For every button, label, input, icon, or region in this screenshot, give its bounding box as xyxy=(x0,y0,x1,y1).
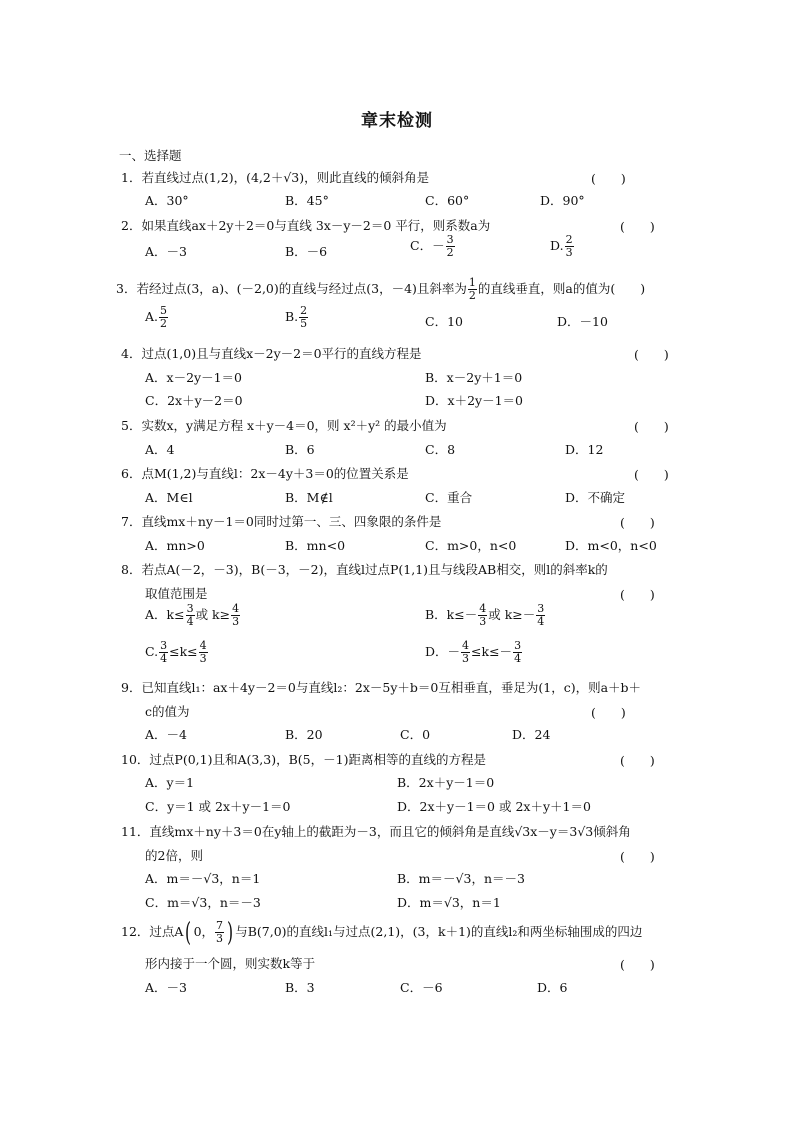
q3-option-a: A. $\frac{5}{2}$ xyxy=(145,304,168,330)
question-2-stem: 2．如果直线ax＋2y＋2＝0与直线 3x－y－2＝0 平行，则系数a为 xyxy=(121,218,491,233)
q1-option-b: B．45° xyxy=(285,193,329,208)
q10-option-b: B．2x＋y－1＝0 xyxy=(397,775,495,790)
question-3-stem: 3．若经过点(3，a)、(－2,0)的直线与经过点(3，－4)且斜率为 $\frac{1}{2}$ 的直线垂直，则a的值为( ) xyxy=(116,276,646,302)
answer-paren-6: ( ) xyxy=(634,467,669,482)
q1-option-d: D．90° xyxy=(540,193,585,208)
answer-paren-5: ( ) xyxy=(634,419,669,434)
q12-option-c: C．－6 xyxy=(400,980,443,995)
q2-option-b: B．－6 xyxy=(285,244,328,259)
q5-option-b: B．6 xyxy=(285,442,315,457)
question-7-stem: 7．直线mx＋ny－1＝0同时过第一、三、四象限的条件是 xyxy=(121,514,442,529)
question-6-stem: 6．点M(1,2)与直线l：2x－4y＋3＝0的位置关系是 xyxy=(121,466,409,481)
q7-option-d: D．m<0，n<0 xyxy=(565,538,657,553)
q6-option-b: B．M∉l xyxy=(285,490,333,505)
q3-option-c: C．10 xyxy=(425,314,463,329)
question-8-stem-cont: 取值范围是 xyxy=(145,586,208,601)
section-heading: 一、选择题 xyxy=(119,148,182,163)
q10-option-c: C．y＝1 或 2x＋y－1＝0 xyxy=(145,799,291,814)
q11-option-c: C．m＝√3，n＝－3 xyxy=(145,895,261,910)
q5-option-a: A．4 xyxy=(145,442,175,457)
q7-option-b: B．mn<0 xyxy=(285,538,346,553)
q9-option-c: C．0 xyxy=(400,727,431,742)
answer-paren-4: ( ) xyxy=(634,347,669,362)
q1-option-a: A．30° xyxy=(145,193,189,208)
page-title: 章末检测 xyxy=(361,111,433,131)
answer-paren-11: ( ) xyxy=(620,849,655,864)
answer-paren-2: ( ) xyxy=(620,219,655,234)
answer-paren-1: ( ) xyxy=(591,171,626,186)
q5-option-d: D．12 xyxy=(565,442,604,457)
question-9-stem: 9．已知直线l₁：ax＋4y－2＝0与直线l₂：2x－5y＋b＝0互相垂直，垂足为(1，c)，则a＋b＋ xyxy=(121,680,642,695)
q11-option-d: D．m＝√3，n＝1 xyxy=(397,895,501,910)
question-11-stem-cont: 的2倍，则 xyxy=(145,848,203,863)
question-1-stem: 1．若直线过点(1,2)，(4,2＋√3)，则此直线的倾斜角是 xyxy=(121,170,430,185)
question-9-stem-cont: c的值为 xyxy=(145,704,190,719)
q5-option-c: C．8 xyxy=(425,442,456,457)
q12-option-d: D．6 xyxy=(537,980,568,995)
q4-option-b: B．x－2y＋1＝0 xyxy=(425,370,523,385)
question-10-stem: 10．过点P(0,1)且和A(3,3)，B(5，－1)距离相等的直线的方程是 xyxy=(121,752,486,767)
q3-option-d: D．－10 xyxy=(557,314,608,329)
q10-option-a: A．y＝1 xyxy=(145,775,195,790)
q11-option-b: B．m＝－√3，n＝－3 xyxy=(397,871,525,886)
q8-option-d: D．－ $\frac{4}{3}$ ≤k≤－ $\frac{3}{4}$ xyxy=(425,639,522,665)
q9-option-a: A．－4 xyxy=(145,727,187,742)
q8-option-c: C. $\frac{3}{4}$ ≤k≤ $\frac{4}{3}$ xyxy=(145,639,207,665)
q2-option-c: C．－ $\frac{3}{2}$ xyxy=(410,233,454,259)
q12-option-a: A．－3 xyxy=(145,980,187,995)
question-12-stem-cont: 形内接于一个圆，则实数k等于 xyxy=(145,956,316,971)
q4-option-c: C．2x＋y－2＝0 xyxy=(145,393,243,408)
q7-option-a: A．mn>0 xyxy=(145,538,205,553)
answer-paren-12: ( ) xyxy=(620,957,655,972)
q6-option-a: A．M∈l xyxy=(145,490,193,505)
q1-option-c: C．60° xyxy=(425,193,470,208)
answer-paren-9: ( ) xyxy=(591,705,626,720)
question-12-stem: 12．过点A( 0， $\frac{7}{3}$ ) 与B(7,0)的直线l₁与过点(2,1)，(3，k＋1)的直线l₂和两坐标轴围成的四边 xyxy=(121,917,643,948)
question-8-stem: 8．若点A(－2，－3)，B(－3，－2)，直线l过点P(1,1)且与线段AB相交，则l的斜率k的 xyxy=(121,562,608,577)
q4-option-a: A．x－2y－1＝0 xyxy=(145,370,242,385)
q9-option-b: B．20 xyxy=(285,727,323,742)
q12-option-b: B．3 xyxy=(285,980,315,995)
q2-option-d: D. $\frac{2}{3}$ xyxy=(550,233,573,259)
q6-option-c: C．重合 xyxy=(425,490,473,505)
question-5-stem: 5．实数x，y满足方程 x＋y－4＝0，则 x²＋y² 的最小值为 xyxy=(121,418,447,433)
q2-option-a: A．－3 xyxy=(145,244,187,259)
q3-option-b: B. $\frac{2}{5}$ xyxy=(285,304,308,330)
q10-option-d: D．2x＋y－1＝0 或 2x＋y＋1＝0 xyxy=(397,799,591,814)
q6-option-d: D．不确定 xyxy=(565,490,626,505)
question-11-stem: 11．直线mx＋ny＋3＝0在y轴上的截距为－3，而且它的倾斜角是直线√3x－y＝3√3倾斜角 xyxy=(121,824,631,839)
q7-option-c: C．m>0，n<0 xyxy=(425,538,517,553)
answer-paren-7: ( ) xyxy=(620,515,655,530)
q11-option-a: A．m＝－√3，n＝1 xyxy=(145,871,261,886)
answer-paren-10: ( ) xyxy=(620,753,655,768)
question-4-stem: 4．过点(1,0)且与直线x－2y－2＝0平行的直线方程是 xyxy=(121,346,422,361)
q8-option-a: A．k≤ $\frac{3}{4}$ 或 k≥ $\frac{4}{3}$ xyxy=(145,602,240,628)
q8-option-b: B．k≤－ $\frac{4}{3}$ 或 k≥－ $\frac{3}{4}$ xyxy=(425,602,545,628)
q9-option-d: D．24 xyxy=(512,727,551,742)
answer-paren-8: ( ) xyxy=(620,587,655,602)
q4-option-d: D．x＋2y－1＝0 xyxy=(425,393,523,408)
